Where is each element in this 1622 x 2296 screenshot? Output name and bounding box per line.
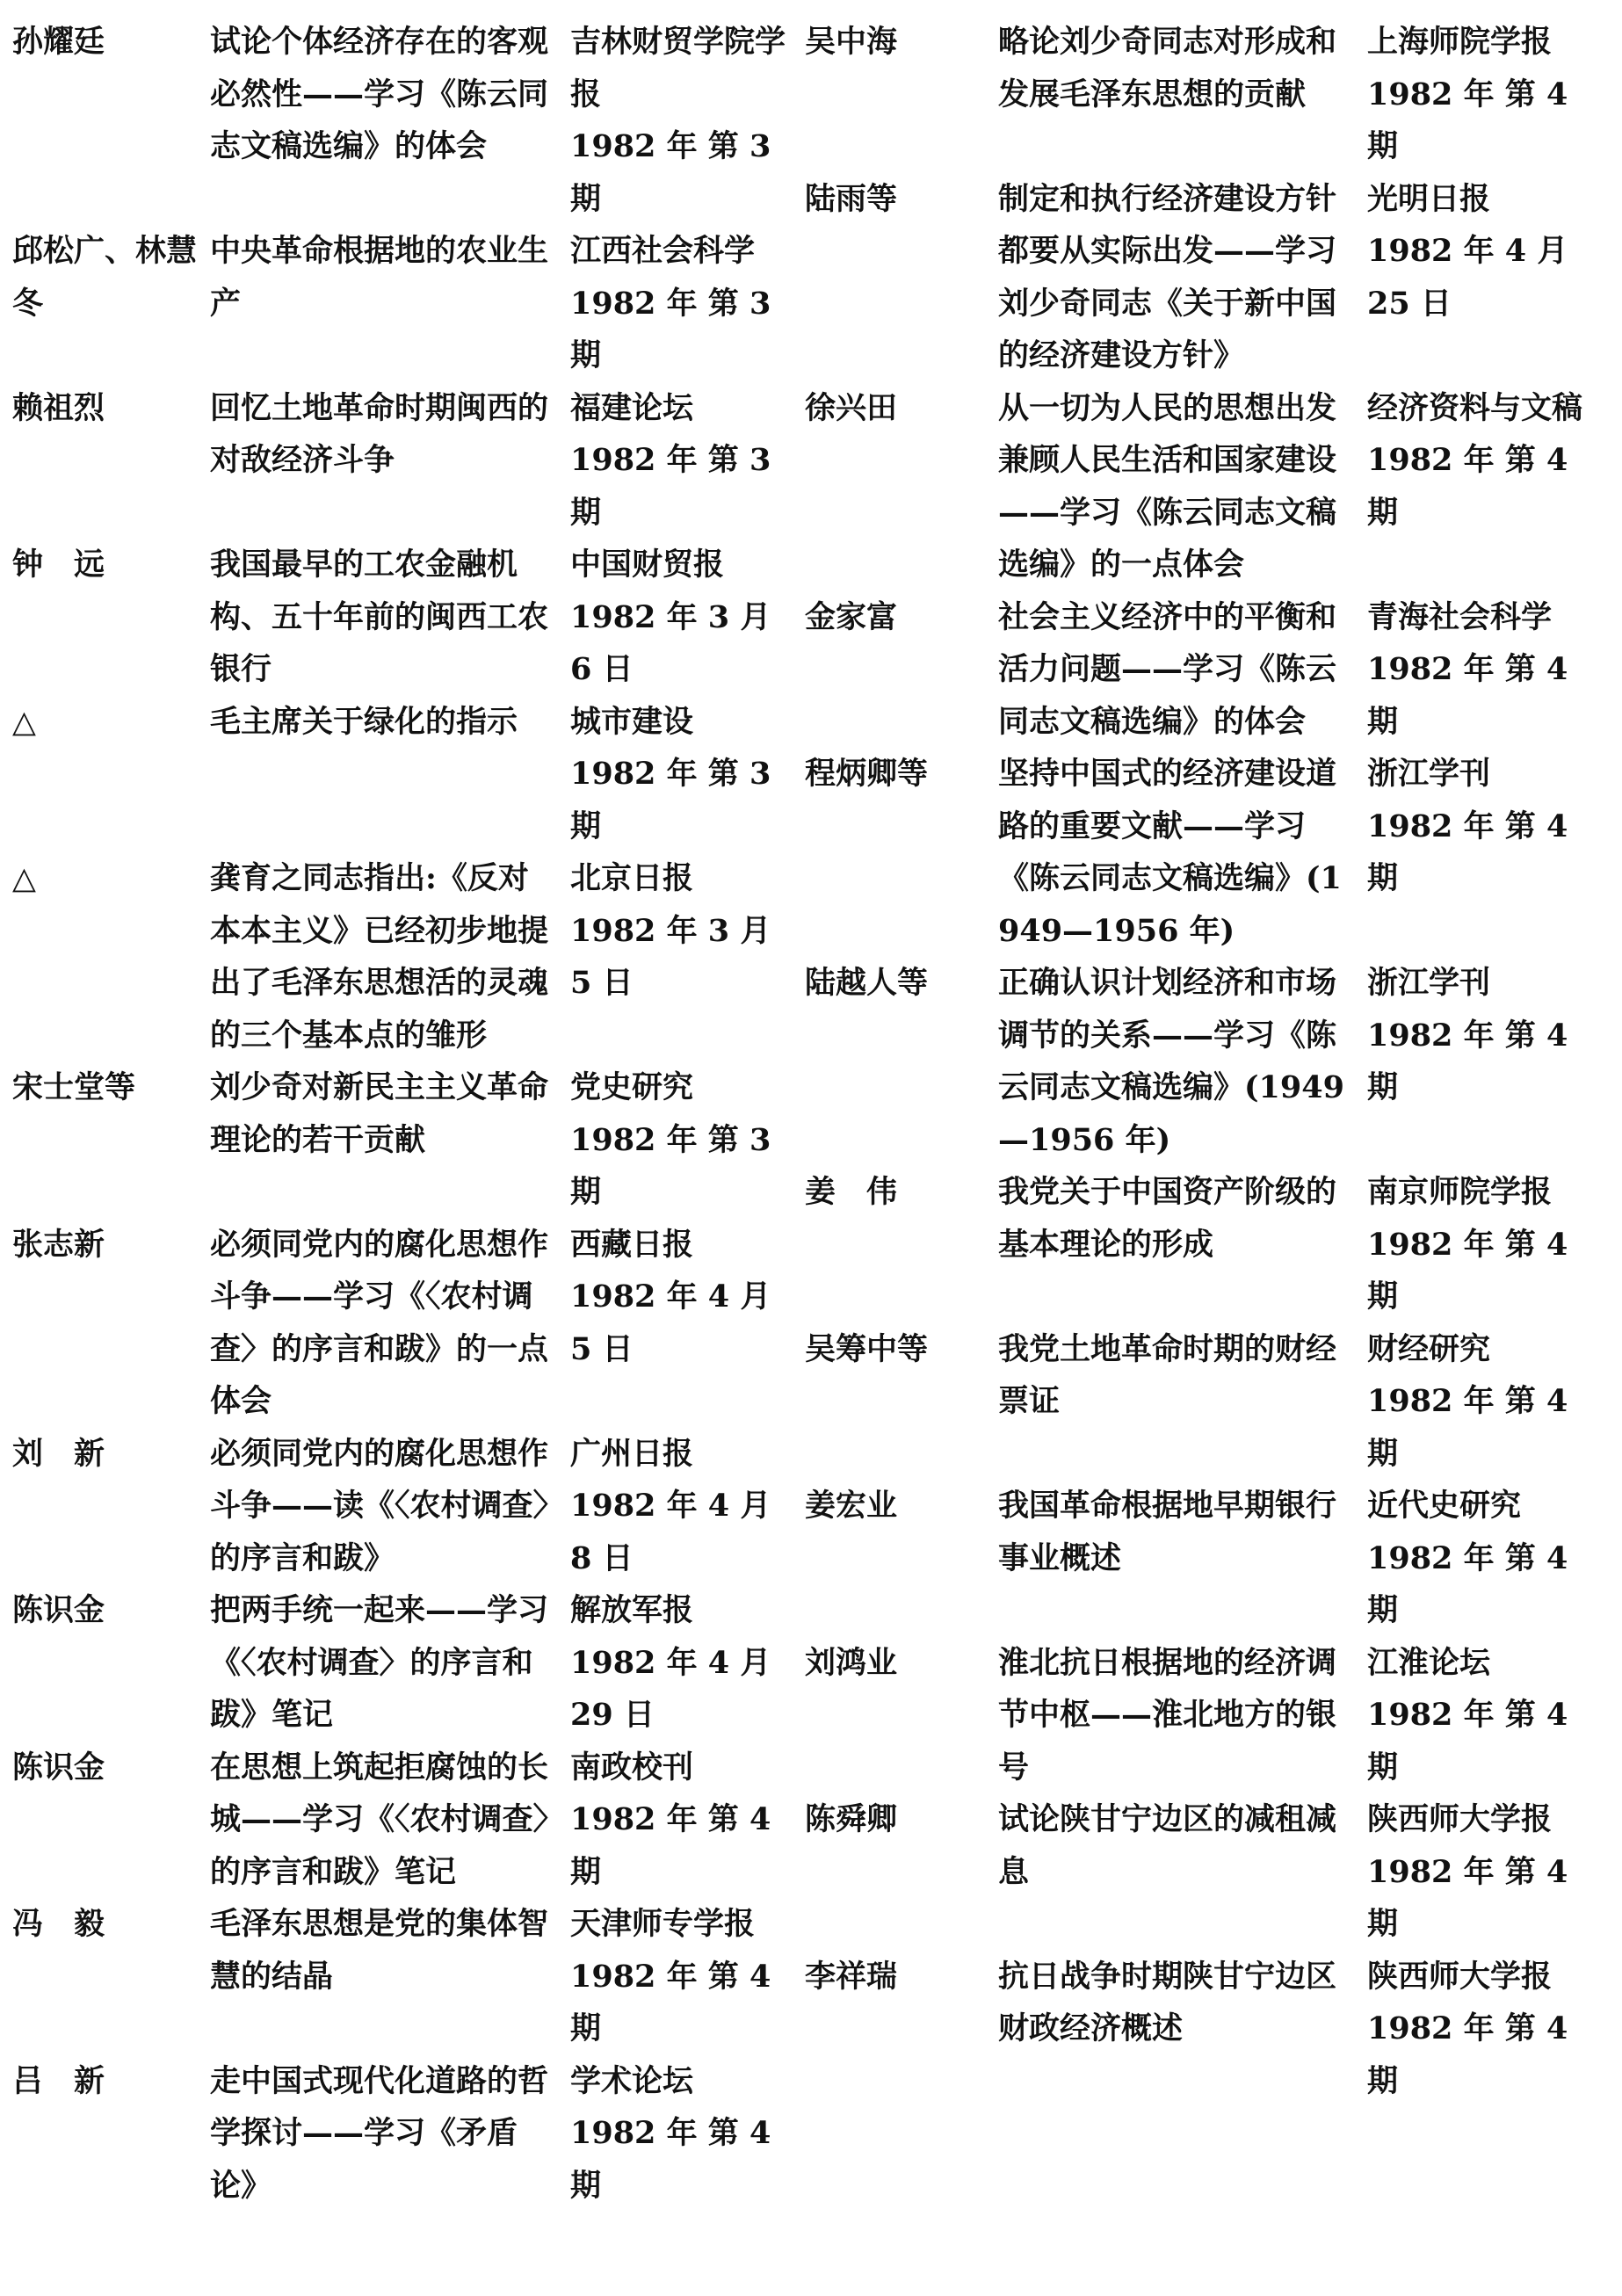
entry-source: [570, 1584, 803, 1742]
entry: [12, 1061, 803, 1219]
source-name: 财经研究: [1367, 1330, 1491, 1367]
source-name: 上海师院学报: [1367, 24, 1553, 60]
entry: [12, 16, 803, 225]
entry-source: [570, 539, 803, 696]
source-name: 浙江学刊: [1367, 965, 1491, 1001]
entry-author: 陈识金: [12, 1592, 105, 1628]
source-date: 1982 年 第 4 期: [1367, 1697, 1568, 1785]
entry-source: [570, 382, 803, 540]
source-name: 南政校刊: [570, 1749, 694, 1785]
entry-source: [570, 696, 803, 853]
entry: [805, 16, 1596, 173]
source-name: 陕西师大学报: [1367, 1958, 1553, 1995]
entry-author: 陆雨等: [805, 180, 898, 217]
entry-source: [1367, 1166, 1596, 1323]
source-date: 1982 年 第 3 期: [570, 285, 771, 373]
entry-author: 金家富: [805, 598, 898, 635]
entry-author: △: [12, 703, 36, 740]
right-column: [805, 16, 1596, 2283]
source-date: 1982 年 3 月 5 日: [570, 912, 771, 1001]
entry-title: 在思想上筑起拒腐蚀的长城——学习《〈农村调查〉的序言和跋》笔记: [210, 1749, 549, 1890]
entry: [805, 1951, 1596, 2108]
entry: [12, 225, 803, 382]
source-name: 经济资料与文稿: [1367, 389, 1583, 426]
entry-source: [570, 1061, 803, 1219]
source-name: 西藏日报: [570, 1226, 694, 1263]
entry: [805, 382, 1596, 591]
entry-title: 试论陕甘宁边区的减租减息: [998, 1801, 1337, 1890]
source-name: 党史研究: [570, 1069, 694, 1105]
entry-source: [1367, 1480, 1596, 1637]
entry-author: 刘鸿业: [805, 1644, 898, 1681]
source-name: 北京日报: [570, 860, 694, 896]
source-name: 陕西师大学报: [1367, 1801, 1553, 1837]
source-name: 南京师院学报: [1367, 1174, 1553, 1210]
entry-source: [570, 852, 803, 1010]
entry-title: 我国革命根据地早期银行事业概述: [998, 1488, 1337, 1576]
entry-title: 社会主义经济中的平衡和活力问题——学习《陈云同志文稿选编》的体会: [998, 598, 1337, 740]
entry-title: 我国最早的工农金融机构、五十年前的闽西工农银行: [210, 547, 549, 687]
entry-source: [570, 1898, 803, 2055]
source-name: 中国财贸报: [570, 547, 725, 583]
entry-author: 赖祖烈: [12, 389, 105, 426]
entry-title: 龚育之同志指出:《反对本本主义》已经初步地提出了毛泽东思想活的灵魂的三个基本点的雏形: [210, 860, 549, 1054]
source-date: 1982 年 第 4 期: [1367, 1226, 1568, 1315]
source-name: 青海社会科学: [1367, 598, 1553, 635]
entry-title: 试论个体经济存在的客观必然性——学习《陈云同志文稿选编》的体会: [210, 24, 549, 164]
entry-author: 冯 毅: [12, 1906, 105, 1942]
source-name: 天津师专学报: [570, 1906, 756, 1942]
source-name: 学术论坛: [570, 2062, 694, 2099]
entry-source: [570, 1428, 803, 1585]
entry-source: [570, 1219, 803, 1376]
entry-author: 邱松广、林慧冬: [12, 233, 198, 322]
entry-source: [1367, 1951, 1596, 2108]
source-date: 1982 年 第 4 期: [570, 2115, 771, 2204]
entry-title: 毛泽东思想是党的集体智慧的结晶: [210, 1906, 549, 1995]
entry-title: 毛主席关于绿化的指示: [210, 703, 518, 740]
entry-title: 把两手统一起来——学习《〈农村调查〉的序言和跋》笔记: [210, 1592, 549, 1733]
entry-title: 必须同党内的腐化思想作斗争——学习《〈农村调查〉的序言和跋》的一点体会: [210, 1226, 549, 1419]
entry-source: [1367, 1637, 1596, 1794]
source-name: 福建论坛: [570, 389, 694, 426]
bibliography-page: [0, 16, 1622, 2283]
source-date: 1982 年 4 月 8 日: [570, 1488, 771, 1576]
entry: [12, 1584, 803, 1742]
source-date: 1982 年 第 3 期: [570, 756, 771, 844]
entry-author: 陆越人等: [805, 965, 929, 1001]
entry: [805, 1323, 1596, 1481]
source-date: 1982 年 第 3 期: [570, 128, 771, 217]
entry: [12, 2055, 803, 2213]
entry-author: △: [12, 860, 36, 896]
entry-author: 陈识金: [12, 1749, 105, 1785]
entry-title: 中央革命根据地的农业生产: [210, 233, 549, 322]
entry: [12, 1742, 803, 1899]
entry-author: 程炳卿等: [805, 756, 929, 792]
source-date: 1982 年 第 4 期: [570, 1958, 771, 2046]
entry-source: [570, 225, 803, 382]
source-date: 1982 年 第 3 期: [570, 442, 771, 531]
source-date: 1982 年 3 月 6 日: [570, 598, 771, 687]
entry-title: 走中国式现代化道路的哲学探讨——学习《矛盾论》: [210, 2062, 549, 2204]
entry-author: 张志新: [12, 1226, 105, 1263]
source-name: 吉林财贸学院学报: [570, 24, 786, 112]
entry: [12, 1428, 803, 1585]
entry: [805, 1480, 1596, 1637]
entry: [805, 957, 1596, 1166]
entry-author: 刘 新: [12, 1435, 105, 1472]
source-date: 1982 年 第 4 期: [1367, 1383, 1568, 1472]
source-date: 1982 年 第 4 期: [570, 1801, 771, 1890]
entry: [805, 1166, 1596, 1323]
entry-author: 钟 远: [12, 547, 105, 583]
source-date: 1982 年 第 4 期: [1367, 442, 1568, 531]
entry-source: [1367, 957, 1596, 1114]
entry-author: 宋士堂等: [12, 1069, 136, 1105]
entry-title: 抗日战争时期陕甘宁边区财政经济概述: [998, 1958, 1337, 2046]
entry-author: 姜宏业: [805, 1488, 898, 1524]
entry-source: [570, 2055, 803, 2213]
left-column: [12, 16, 803, 2283]
entry: [12, 696, 803, 853]
source-date: 1982 年 第 4 期: [1367, 1539, 1568, 1628]
entry: [805, 1793, 1596, 1951]
entry-source: [1367, 591, 1596, 749]
source-date: 1982 年 第 4 期: [1367, 1853, 1568, 1942]
entry: [12, 539, 803, 696]
entry: [805, 591, 1596, 749]
source-name: 浙江学刊: [1367, 756, 1491, 792]
entry-author: 姜 伟: [805, 1174, 898, 1210]
entry-author: 徐兴田: [805, 389, 898, 426]
entry-source: [570, 16, 803, 225]
entry-author: 吴中海: [805, 24, 898, 60]
entry-title: 淮北抗日根据地的经济调节中枢——淮北地方的银号: [998, 1644, 1337, 1785]
source-date: 1982 年 4 月 29 日: [570, 1644, 771, 1733]
entry-source: [1367, 382, 1596, 540]
entry-title: 从一切为人民的思想出发兼顾人民生活和国家建设——学习《陈云同志文稿选编》的一点体会: [998, 389, 1337, 583]
entry: [12, 382, 803, 540]
entry: [805, 173, 1596, 382]
entry-title: 我党土地革命时期的财经票证: [998, 1330, 1337, 1419]
entry-title: 我党关于中国资产阶级的基本理论的形成: [998, 1174, 1337, 1263]
source-name: 广州日报: [570, 1435, 694, 1472]
source-date: 1982 年 4 月 5 日: [570, 1278, 771, 1367]
entry-title: 制定和执行经济建设方针都要从实际出发——学习刘少奇同志《关于新中国的经济建设方针》: [998, 180, 1337, 373]
source-date: 1982 年 第 3 期: [570, 1121, 771, 1210]
source-name: 近代史研究: [1367, 1488, 1522, 1524]
entry-author: 李祥瑞: [805, 1958, 898, 1995]
entry-source: [1367, 173, 1596, 330]
source-name: 城市建设: [570, 703, 694, 740]
entry: [805, 1637, 1596, 1794]
source-date: 1982 年 第 4 期: [1367, 808, 1568, 896]
entry: [12, 1898, 803, 2055]
entry-author: 孙耀廷: [12, 24, 105, 60]
source-name: 江淮论坛: [1367, 1644, 1491, 1681]
source-name: 光明日报: [1367, 180, 1491, 217]
entry-title: 坚持中国式的经济建设道路的重要文献——学习《陈云同志文稿选编》(1949—1956 年): [998, 756, 1342, 949]
entry: [12, 852, 803, 1061]
entry-title: 正确认识计划经济和市场调节的关系——学习《陈云同志文稿选编》(1949—1956 年): [998, 965, 1344, 1158]
source-name: 解放军报: [570, 1592, 694, 1628]
source-date: 1982 年 第 4 期: [1367, 2010, 1568, 2099]
entry-author: 吕 新: [12, 2062, 105, 2099]
entry-source: [1367, 1793, 1596, 1951]
entry-source: [1367, 16, 1596, 173]
source-name: 江西社会科学: [570, 233, 756, 269]
entry-title: 必须同党内的腐化思想作斗争——读《〈农村调查〉的序言和跋》: [210, 1435, 549, 1576]
source-date: 1982 年 第 4 期: [1367, 1017, 1568, 1105]
entry-title: 回忆土地革命时期闽西的对敌经济斗争: [210, 389, 549, 478]
entry-author: 陈舜卿: [805, 1801, 898, 1837]
entry-source: [1367, 748, 1596, 905]
source-date: 1982 年 第 4 期: [1367, 76, 1568, 164]
entry: [12, 1219, 803, 1428]
entry-source: [570, 1742, 803, 1899]
entry-title: 刘少奇对新民主主义革命理论的若干贡献: [210, 1069, 549, 1158]
entry-author: 吴筹中等: [805, 1330, 929, 1367]
entry-source: [1367, 1323, 1596, 1481]
entry-title: 略论刘少奇同志对形成和发展毛泽东思想的贡献: [998, 24, 1337, 112]
source-date: 1982 年 第 4 期: [1367, 651, 1568, 740]
entry: [805, 748, 1596, 957]
source-date: 1982 年 4 月 25 日: [1367, 233, 1568, 322]
